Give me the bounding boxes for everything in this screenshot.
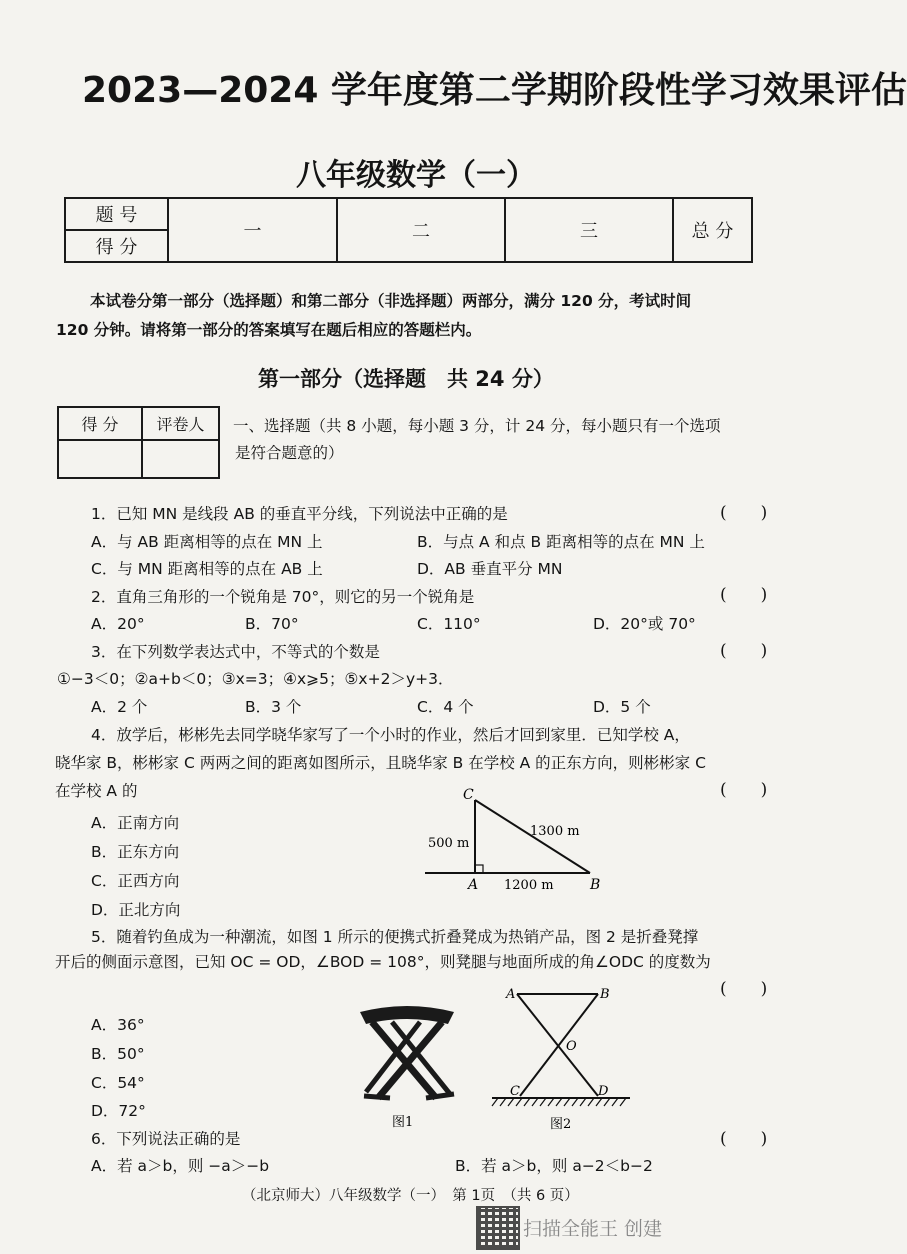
q5-option-d: D．72° (91, 1102, 146, 1120)
scanner-watermark: 扫描全能王 创建 (523, 1218, 663, 1240)
part-instruction-2: 是符合题意的） (235, 444, 344, 462)
q3-option-b: B．3 个 (245, 698, 302, 716)
q1-answer-paren: ( ) (720, 503, 768, 523)
q6-option-b: B．若 a＞b，则 a−2＜b−2 (455, 1157, 653, 1175)
q1-option-a: A．与 AB 距离相等的点在 MN 上 (91, 533, 323, 551)
q4-option-c: C．正西方向 (91, 872, 180, 890)
score-col-total: 总 分 (673, 198, 752, 262)
q4-line-1: 4．放学后，彬彬先去同学晓华家写了一个小时的作业，然后才回到家里．已知学校 A， (91, 726, 690, 744)
q4-answer-paren: ( ) (720, 780, 768, 800)
q4-option-b: B．正东方向 (91, 843, 180, 861)
grader-name-cell (142, 440, 219, 478)
q1-option-d: D．AB 垂直平分 MN (417, 560, 563, 578)
q5-option-c: C．54° (91, 1074, 145, 1092)
label-o: O (566, 1039, 577, 1054)
label-a: A (468, 877, 479, 893)
q3-option-a: A．2 个 (91, 698, 148, 716)
stool-foot-1 (364, 1096, 390, 1098)
qr-code-icon (476, 1206, 520, 1250)
q2-option-b: B．70° (245, 615, 299, 633)
folding-stool-figure (352, 1000, 462, 1130)
q2-option-c: C．110° (417, 615, 481, 633)
score-col-1: 一 (168, 198, 337, 262)
label-b: B (600, 987, 610, 1002)
q2-answer-paren: ( ) (720, 585, 768, 605)
score-table (64, 197, 753, 263)
intro-line-2: 120 分钟。请将第一部分的答案填写在题后相应的答题栏内。 (56, 321, 482, 339)
fig2-caption: 图2 (550, 1117, 572, 1132)
intro-line-1: 本试卷分第一部分（选择题）和第二部分（非选择题）两部分，满分 120 分，考试时间 (90, 292, 692, 310)
label-c: C (510, 1084, 520, 1099)
q4-line-2: 晓华家 B，彬彬家 C 两两之间的距离如图所示，且晓华家 B 在学校 A 的正东方向，则彬彬家 C (55, 754, 706, 772)
q5-option-a: A．36° (91, 1016, 145, 1034)
q2-option-d: D．20°或 70° (593, 615, 696, 633)
label-c: C (463, 787, 474, 803)
section-title: 第一部分（选择题 共 24 分） (258, 367, 554, 391)
label-ab-length: 1200 m (504, 878, 554, 893)
ground-hatch (492, 1098, 626, 1106)
score-table-row-label: 得 分 (65, 230, 168, 262)
label-cb-length: 1300 m (530, 824, 580, 839)
q5-answer-paren: ( ) (720, 979, 768, 999)
q1-stem: 1．已知 MN 是线段 AB 的垂直平分线，下列说法中正确的是 (91, 505, 508, 523)
q3-answer-paren: ( ) (720, 641, 768, 661)
stool-side-diagram (490, 980, 640, 1132)
q4-line-3: 在学校 A 的 (55, 782, 138, 800)
q6-option-a: A．若 a＞b，则 −a＞−b (91, 1157, 270, 1175)
label-b: B (590, 877, 601, 893)
fig1-caption: 图1 (392, 1115, 414, 1130)
q3-stem: 3．在下列数学表达式中，不等式的个数是 (91, 643, 380, 661)
score-col-2: 二 (337, 198, 505, 262)
q4-triangle-figure (420, 785, 610, 895)
score-col-3: 三 (505, 198, 673, 262)
q1-option-b: B．与点 A 和点 B 距离相等的点在 MN 上 (417, 533, 705, 551)
q6-stem: 6．下列说法正确的是 (91, 1130, 241, 1148)
q3-option-d: D．5 个 (593, 698, 651, 716)
page-footer: （北京师大）八年级数学（一） 第 1页 （共 6 页） (242, 1188, 579, 1204)
label-ac-length: 500 m (428, 836, 470, 851)
label-a: A (506, 987, 516, 1002)
grader-score-cell (58, 440, 142, 478)
q5-option-b: B．50° (91, 1045, 145, 1063)
q5-line-1: 5．随着钓鱼成为一种潮流，如图 1 所示的便携式折叠凳成为热销产品，图 2 是折叠凳撑 (91, 928, 699, 946)
q5-line-2: 开后的侧面示意图，已知 OC = OD，∠BOD = 108°，则凳腿与地面所成的角∠ODC 的度数为 (55, 953, 711, 971)
part-instruction-1: 一、选择题（共 8 小题，每小题 3 分，计 24 分，每小题只有一个选项 (233, 417, 721, 435)
label-d: D (598, 1084, 609, 1099)
q1-option-c: C．与 MN 距离相等的点在 AB 上 (91, 560, 323, 578)
exam-title: 2023—2024 学年度第二学期阶段性学习效果评估 (82, 70, 907, 111)
grader-table (57, 406, 220, 479)
q3-expressions: ①−3＜0；②a+b＜0；③x=3；④x⩾5；⑤x+2＞y+3． (57, 670, 454, 688)
right-angle-mark (475, 865, 483, 873)
grader-score-label: 得 分 (58, 407, 142, 440)
grader-name-label: 评卷人 (142, 407, 219, 440)
score-table-header-label: 题 号 (65, 198, 168, 230)
q6-answer-paren: ( ) (720, 1129, 768, 1149)
q3-option-c: C．4 个 (417, 698, 474, 716)
q4-option-a: A．正南方向 (91, 814, 180, 832)
q4-option-d: D．正北方向 (91, 901, 181, 919)
q2-stem: 2．直角三角形的一个锐角是 70°，则它的另一个锐角是 (91, 588, 475, 606)
exam-subtitle: 八年级数学（一） (296, 158, 536, 193)
q2-option-a: A．20° (91, 615, 145, 633)
